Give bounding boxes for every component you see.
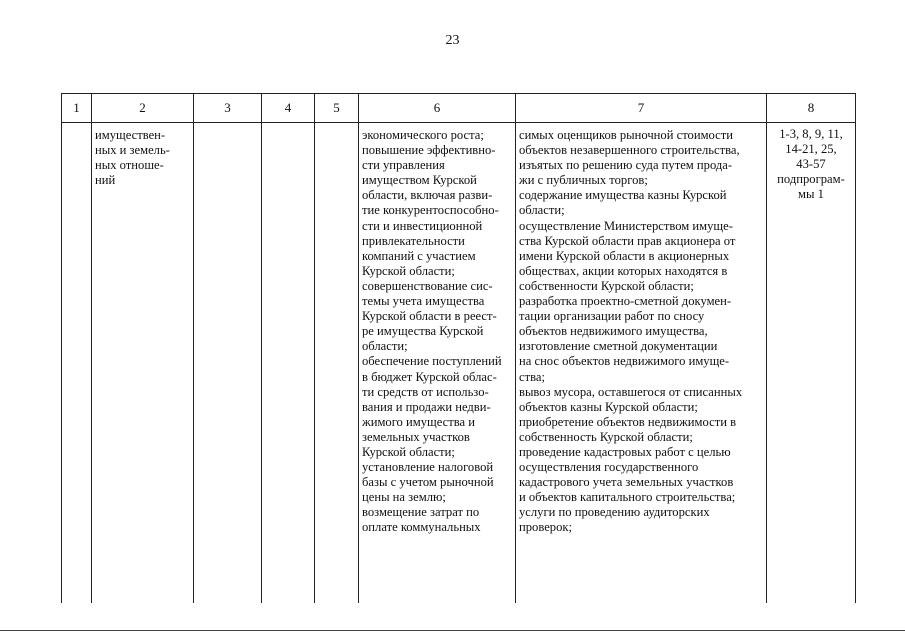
column-header-6: 6 bbox=[359, 94, 516, 123]
cell-col-7 bbox=[516, 123, 767, 604]
page-number: 23 bbox=[445, 33, 460, 48]
column-header-4: 4 bbox=[262, 94, 315, 123]
table-row bbox=[62, 123, 856, 604]
cell-col-5 bbox=[315, 123, 359, 604]
cell-text-6: экономического роста; повышение эффективно- сти управления имуществом Курской области, включая разви- тие конкурентоспособно- сти и инвестиционной привлекательности компаний с участием Курской области; совершенствование сис- темы учета имущества Курской области в реест- ре имущества Курской области; обеспечение поступлений в бюджет Курской облас- ти средств от использо- вания и продажи недви- жимого имущества и земельных участков Курской области; установление налоговой базы с учетом рыночной цены на землю; возмещение затрат по оплате коммунальных bbox=[362, 128, 502, 535]
header-row bbox=[62, 94, 856, 123]
program-table bbox=[61, 93, 856, 603]
cell-text-4 bbox=[262, 123, 314, 128]
cell-col-6 bbox=[359, 123, 516, 604]
cell-col-2 bbox=[92, 123, 194, 604]
cell-col-3 bbox=[194, 123, 262, 604]
cell-col-4 bbox=[262, 123, 315, 604]
cell-text-3 bbox=[194, 123, 261, 128]
cell-text-2: имуществен- ных и земель- ных отноше- ний bbox=[95, 128, 170, 188]
column-header-7: 7 bbox=[516, 94, 767, 123]
cell-col-8 bbox=[767, 123, 856, 604]
cell-text-1 bbox=[62, 123, 91, 128]
column-header-5: 5 bbox=[315, 94, 359, 123]
column-header-2: 2 bbox=[92, 94, 194, 123]
cell-text-5 bbox=[315, 123, 358, 128]
cell-text-7: симых оценщиков рыночной стоимости объектов незавершенного строительства, изъятых по решению суда путем прода- жи с публичных торгов; содержание имущества казны Курской области; осуществление Министерством имуще- ства Курской области прав акционера от имени Курской области в акционерных обществах, акции которых находятся в собственности Курской области; разработка проектно-сметной докумен- тации организации работ по сносу объектов недвижимого имущества, изготовление сметной документации на снос объектов недвижимого имуще- ства; вывоз мусора, оставшегося от списанных объектов казны Курской области; приобретение объектов недвижимости в собственность Курской области; проведение кадастровых работ с целью осуществления государственного кадастрового учета земельных участков и объектов капитального строительства; услуги по проведению аудиторских проверок; bbox=[519, 128, 743, 535]
cell-text-8: 1-3, 8, 9, 11, 14-21, 25, 43-57 подпрограм- мы 1 bbox=[777, 127, 845, 202]
page-bottom-rule bbox=[0, 630, 905, 631]
cell-col-1 bbox=[62, 123, 92, 604]
column-header-8: 8 bbox=[767, 94, 856, 123]
column-header-3: 3 bbox=[194, 94, 262, 123]
column-header-1: 1 bbox=[62, 94, 92, 123]
